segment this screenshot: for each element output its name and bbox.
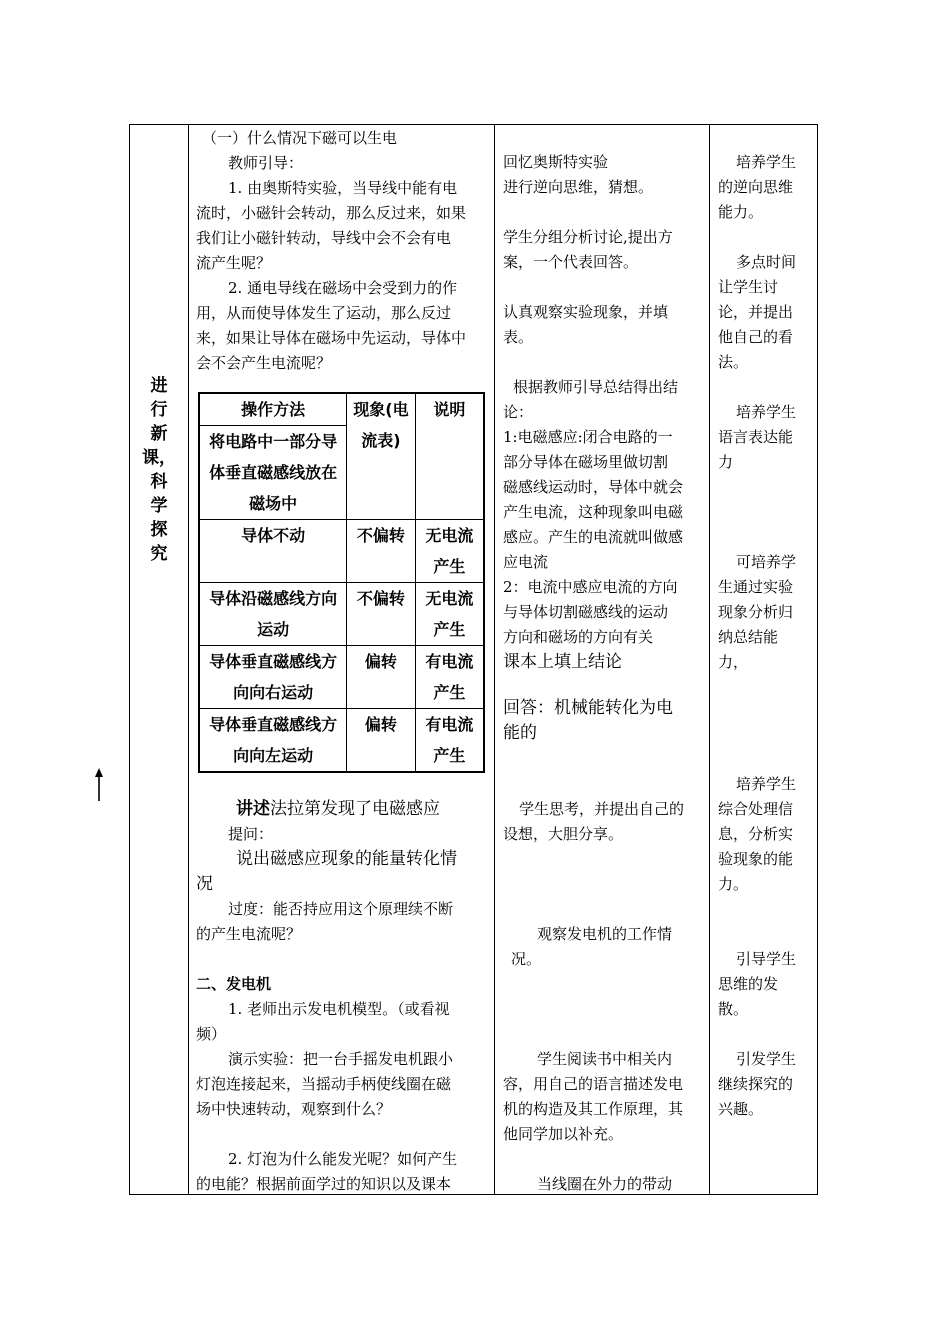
student-line: 课本上填上结论 — [503, 652, 622, 672]
intent-column-bottom — [718, 772, 814, 1122]
table-cell: 导体垂直磁感线方向向左运动 — [199, 709, 347, 773]
column-divider — [188, 124, 189, 1195]
intent-line: 力 — [718, 453, 734, 471]
intent-line: 纳总结能 — [718, 628, 779, 646]
column-divider — [709, 124, 710, 1195]
intent-line: 引导学生 — [736, 950, 797, 968]
stage-label: 进 行 新 课， 科 学 探 究 — [142, 376, 176, 564]
experiment-table — [198, 392, 485, 773]
intent-line: 语言表达能 — [718, 428, 794, 446]
table-cell: 有电流产生 — [415, 646, 484, 709]
intent-line: 散。 — [718, 1000, 749, 1018]
intent-line: 思维的发 — [718, 975, 779, 993]
intent-line: 息，分析实 — [718, 825, 794, 843]
student-answer — [503, 696, 707, 746]
intent-column — [718, 150, 814, 675]
student-line: 根据教师引导总结得出结 — [513, 378, 679, 396]
student-line: 部分导体在磁场里做切割 — [503, 453, 669, 471]
question1-line: 流时，小磁针会转动，那么反过来，如果 — [196, 204, 467, 222]
student-line: 表。 — [503, 328, 534, 346]
intent-line: 引发学生 — [736, 1050, 797, 1068]
intent-line: 兴趣。 — [718, 1100, 764, 1118]
student-line: 方向和磁场的方向有关 — [503, 628, 654, 646]
student-column-bottom — [503, 797, 707, 1197]
student-line: 论： — [503, 403, 534, 421]
ask-label: 提问： — [228, 825, 274, 843]
question1-line: 1. 由奥斯特实验，当导线中能有电 — [228, 179, 458, 197]
intent-line: 论，并提出 — [718, 303, 794, 321]
up-arrow-icon — [92, 768, 106, 802]
student-line: 案，一个代表回答。 — [503, 253, 639, 271]
transition-line: 的产生电流呢？ — [196, 925, 302, 943]
table-cell: 无电流产生 — [415, 583, 484, 646]
generator-line: 频） — [196, 1025, 227, 1043]
question2-line: 2. 通电导线在磁场中会受到力的作 — [228, 279, 458, 297]
student-line: 他同学加以补充。 — [503, 1125, 624, 1143]
question2-line: 会不会产生电流呢？ — [196, 354, 332, 372]
table-cell: 导体垂直磁感线方向向右运动 — [199, 646, 347, 709]
teacher-column-bottom — [196, 797, 490, 1197]
table-cell: 无电流产生 — [415, 520, 484, 583]
narration: 讲述法拉第发现了电磁感应 — [236, 799, 440, 819]
student-line: 应电流 — [503, 553, 549, 571]
intent-line: 培养学生 — [736, 403, 797, 421]
student-line: 进行逆向思维，猜想。 — [503, 178, 654, 196]
student-line: 当线圈在外力的带动 — [537, 1175, 673, 1193]
generator-line: 1. 老师出示发电机模型。（或看视 — [228, 1000, 450, 1018]
demo-line: 场中快速转动，观察到什么？ — [196, 1100, 392, 1118]
intent-line: 多点时间 — [736, 253, 797, 271]
intent-line: 能力。 — [718, 203, 764, 221]
student-column — [503, 150, 707, 675]
student-line: 观察发电机的工作情 — [537, 925, 673, 943]
table-cell: 偏转 — [347, 646, 415, 709]
student-line: 机的构造及其工作原理，其 — [503, 1100, 684, 1118]
student-line: 况。 — [511, 950, 542, 968]
transition-line: 过度：能否持应用这个原理续不断 — [228, 900, 454, 918]
demo-line: 演示实验：把一台手摇发电机跟小 — [228, 1050, 454, 1068]
table-cell: 导体沿磁感线方向运动 — [199, 583, 347, 646]
student-line: 容，用自己的语言描述发电 — [503, 1075, 684, 1093]
generator-question: 的电能？根据前面学过的知识以及课本 — [196, 1175, 452, 1193]
intent-line: 验现象的能 — [718, 850, 794, 868]
student-line: 回忆奥斯特实验 — [503, 153, 609, 171]
ask-question: 说出磁感应现象的能量转化情 — [236, 849, 457, 869]
table-cell: 不偏转 — [347, 583, 415, 646]
intent-line: 培养学生 — [736, 775, 797, 793]
intent-line: 力， — [718, 653, 749, 671]
question2-line: 用，从而使导体发生了运动，那么反过 — [196, 304, 452, 322]
ask-question: 况 — [196, 874, 213, 894]
student-line: 感应。产生的电流就叫做感 — [503, 528, 684, 546]
intent-line: 继续探究的 — [718, 1075, 794, 1093]
column-divider — [494, 124, 495, 1195]
intent-line: 法。 — [718, 353, 749, 371]
student-line: 认真观察实验现象，并填 — [503, 303, 669, 321]
student-line: 学生分组分析讨论,提出方 — [503, 228, 673, 246]
intent-line: 的逆向思维 — [718, 178, 794, 196]
section1-title: （一）什么情况下磁可以生电 — [202, 129, 398, 147]
student-line: 产生电流，这种现象叫电磁 — [503, 503, 684, 521]
student-line: 学生阅读书中相关内 — [537, 1050, 673, 1068]
student-line: 回答：机械能转化为电 — [503, 698, 673, 718]
demo-line: 灯泡连接起来，当摇动手柄使线圈在磁 — [196, 1075, 452, 1093]
student-line: 学生思考，并提出自己的 — [519, 800, 685, 818]
teacher-guide-label: 教师引导： — [228, 154, 304, 172]
student-line: 能的 — [503, 723, 537, 743]
table-header: 操作方法 — [199, 393, 347, 426]
question2-line: 来，如果让导体在磁场中先运动，导体中 — [196, 329, 467, 347]
intent-line: 让学生讨 — [718, 278, 779, 296]
section2-title: 二、发电机 — [196, 975, 272, 993]
intent-line: 综合处理信 — [718, 800, 794, 818]
question1-line: 流产生呢？ — [196, 254, 272, 272]
table-cell: 有电流产生 — [415, 709, 484, 773]
intent-line: 他自己的看 — [718, 328, 794, 346]
student-line: 2：电流中感应电流的方向 — [503, 578, 678, 596]
generator-question: 2. 灯泡为什么能发光呢？如何产生 — [228, 1150, 458, 1168]
question1-line: 我们让小磁针转动，导线中会不会有电 — [196, 229, 452, 247]
student-line: 设想，大胆分享。 — [503, 825, 624, 843]
intent-line: 力。 — [718, 875, 749, 893]
intent-line: 现象分析归 — [718, 603, 794, 621]
teacher-column-top — [196, 126, 490, 376]
table-cell: 不偏转 — [347, 520, 415, 583]
student-line: 与导体切割磁感线的运动 — [503, 603, 669, 621]
table-header: 现象(电流表) — [347, 393, 415, 520]
table-header: 说明 — [415, 393, 484, 520]
student-line: 磁感线运动时，导体中就会 — [503, 478, 684, 496]
table-cell: 导体不动 — [199, 520, 347, 583]
table-cell: 偏转 — [347, 709, 415, 773]
intent-line: 生通过实验 — [718, 578, 794, 596]
intent-line: 培养学生 — [736, 153, 797, 171]
table-cell: 将电路中一部分导体垂直磁感线放在磁场中 — [199, 426, 347, 520]
student-line: 1:电磁感应:闭合电路的一 — [503, 428, 673, 446]
intent-line: 可培养学 — [736, 553, 797, 571]
